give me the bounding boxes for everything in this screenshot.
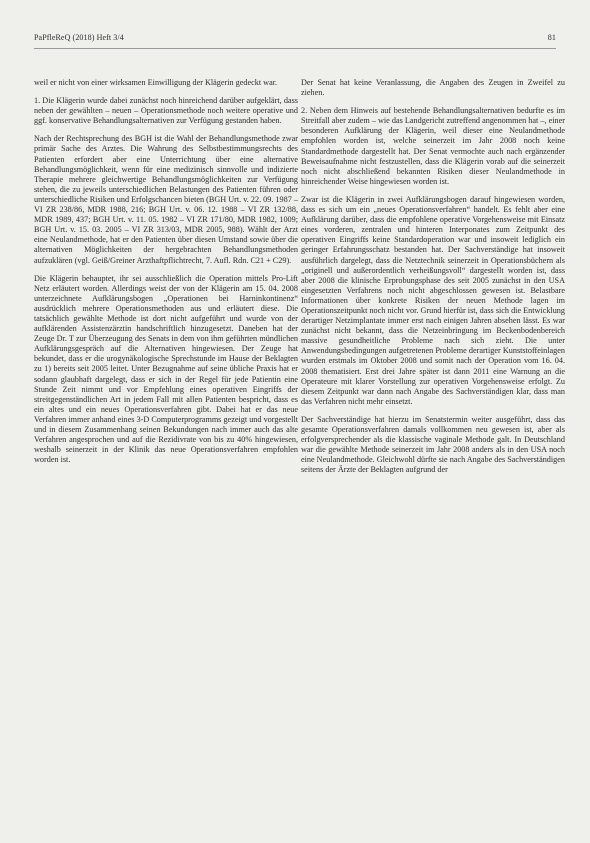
- header-rule: [34, 48, 556, 49]
- journal-citation: PaPfleReQ (2018) Heft 3/4: [34, 33, 124, 42]
- running-header: [34, 33, 556, 42]
- paragraph: Nach der Rechtsprechung des BGH ist die Wahl der Behandlungsmethode zwar primär Sache des Arztes. Die Wahrung des Selbstbestimmungsrechts des Patienten erfordert aber eine Unterrichtung über eine alternative Behandlungsmöglichkeit, wenn für eine medizinisch sinnvolle und indizierte Therapie mehrere gleichwertige Behandlungsmöglichkeiten zur Verfügung stehen, die zu jeweils unterschiedlichen Belastungen des Patienten führen oder unterschiedliche Risiken und Erfolgschancen bieten (BGH Urt. v. 22. 09. 1987 – VI ZR 238/86, MDR 1988, 216; BGH Urt. v. 06. 12. 1988 – VI ZR 132/88, MDR 1989, 437; BGH Urt. v. 11. 05. 1982 – VI ZR 171/80, MDR 1982, 1009; BGH Urt. v. 15. 03. 2005 – VI ZR 313/03, MDR 2005, 988). Wählt der Arzt eine Neulandmethode, hat er den Patienten über diesen Umstand sowie über die alternativen Möglichkeiten der hergebrachten Behandlungsmethoden aufzuklären (vgl. Geiß/Greiner Arzthaftpflichtrecht, 7. Aufl. Rdn. C21 + C29).: [34, 134, 298, 265]
- paragraph: Die Klägerin behauptet, ihr sei ausschließlich die Operation mittels Pro-Lift Netz erläutert worden. Allerdings weist der von der Klägerin am 15. 04. 2008 unterzeichnete Aufklärungsbogen „Operationen bei Harninkontinenz“ ausdrücklich mehrere Operationsmethoden aus und erläutert diese. Die tatsächlich gewählte Methode ist dort nicht aufgeführt und wurde von der aufklärenden Assistenzärztin handschriftlich hinzugesetzt. Daneben hat der Zeuge Dr. T zur Überzeugung des Senats in dem von ihm geführten mündlichen Aufklärungsgespräch auf die Alternativen hingewiesen. Der Zeuge hat bekundet, dass er die urogynäkologische Sprechstunde im Hause der Beklagten zu 1) bereits seit 2005 leitet. Unter Bezugnahme auf seine übliche Praxis hat er sodann glaubhaft dargelegt, dass er sich in der Regel für jede Patientin eine Stunde Zeit nimmt und vor Empfehlung eines operativen Eingriffs der streitgegenständlichen Art in jedem Fall mit allen Patienten bespricht, dass es ein altes und ein neues Operationsverfahren gibt. Dabei hat er das neue Verfahren immer anhand eines 3-D Computerprogramms gezeigt und vorgestellt und in diesem Zusammenhang seinen Bekundungen nach immer auch das alte Verfahren angesprochen und auf die Rezidivrate von bis zu 40% hingewiesen, weshalb seinerzeit in der Klinik das neue Operationsverfahren empfohlen worden ist.: [34, 273, 298, 465]
- paragraph: 2. Neben dem Hinweis auf bestehende Behandlungsalternativen bedurfte es im Streitfall aber zudem – wie das Landgericht zutreffend angenommen hat –, einer besonderen Aufklärung der Klägerin, weil dieser eine Neulandmethode empfohlen worden ist, welche seinerzeit im Jahr 2008 noch keine Standardmethode dargestellt hat. Der Senat vermochte auch nach ergänzender Beweisaufnahme nicht festzustellen, dass die Klägerin vorab auf die seinerzeit noch nicht abschließend bekannten Risiken dieser Neulandmethode in hinreichender Weise hingewiesen worden ist.: [301, 106, 565, 186]
- paragraph: Der Senat hat keine Veranlassung, die Angaben des Zeugen in Zweifel zu ziehen.: [301, 78, 565, 98]
- right-column: [301, 78, 565, 483]
- paragraph: Der Sachverständige hat hierzu im Senatstermin weiter ausgeführt, dass das gesamte Operationsverfahren damals vollkommen neu gewesen ist, aber als erfolgversprechender als die klassische vaginale Methode galt. In Deutschland war die gewählte Methode seinerzeit im Jahr 2008 anders als in den USA noch eine Neulandmethode. Gleichwohl dürfte sie nach Angabe des Sachverständigen seitens der Ärzte der Beklagten aufgrund der: [301, 414, 565, 475]
- page-number: 81: [547, 33, 556, 42]
- paragraph: 1. Die Klägerin wurde dabei zunächst noch hinreichend darüber aufgeklärt, dass neben der gewählten – neuen – Operationsmethode noch weitere operative und ggf. konservative Behandlungsalternativen zur Verfügung gestanden haben.: [34, 96, 298, 126]
- paragraph: weil er nicht von einer wirksamen Einwilligung der Klägerin gedeckt war.: [34, 78, 278, 87]
- left-column: [34, 78, 298, 473]
- paragraph: Zwar ist die Klägerin in zwei Aufklärungsbogen darauf hingewiesen worden, dass es sich um ein „neues Operationsverfahren“ handelt. Es fehlt aber eine Aufklärung darüber, dass die empfohlene operative Vorgehensweise mit Einsatz eines vorderen, zentralen und hinteren Interponates zum Zeitpunkt des operativen Eingriffs keine Standardoperation war und insoweit lediglich ein geringer Erfahrungsschatz bestanden hat. Der Sachverständige hat insoweit ausführlich dargelegt, dass die Netztechnik seinerzeit in Operationsbüchern als „originell und außerordentlich verheißungsvoll“ dargestellt worden ist, dass aber 2008 die klinische Erprobungsphase des seit 2005 zunächst in den USA eingesetzten Verfahrens noch nicht abgeschlossen gewesen ist. Belastbare Informationen über konkrete Risiken der neuen Methode lagen im Operationszeitpunkt noch nicht vor. Grund hierfür ist, dass sich die Entwicklung derartiger Netzimplantate immer erst nach einigen Jahren absehen lässt. Es war zunächst nicht bekannt, dass die Netzeinbringung im Beckenbodenbereich massive gesundheitliche Probleme nach sich zieht. Die unter Anwendungsbedingungen aufgetretenen Probleme derartiger Kunststoffeinlagen wurden erstmals im Oktober 2008 und somit nach der Operation vom 16. 04. 2008 thematisiert. Erst drei Jahre später ist dann 2011 eine Warnung an die Operateure mit klarer Vorstellung zur operativen Vorgehensweise erfolgt. Zu diesem Zeitpunkt war dann nach Angabe des Sachverständigen klar, dass man das Verfahren nicht mehr einsetzt.: [301, 194, 565, 406]
